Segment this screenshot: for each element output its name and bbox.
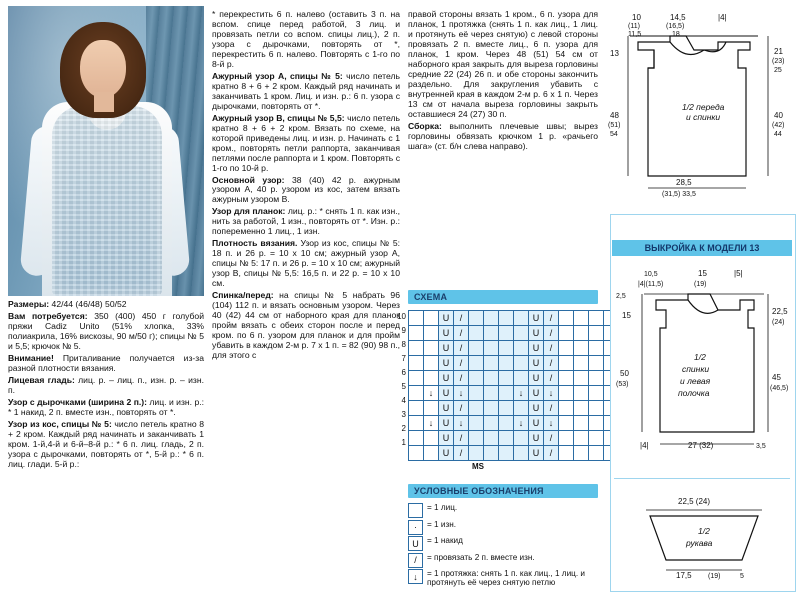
col2-t5: Узор из кос, спицы № 5: 18 п. и 26 р. = 10 х 10 см; ажурный узор А, спицы № 5: 17 п. и 26 р. = 10 х 10 см; ажурный узор В, спицы № 5,5: 16,5 п. и 22 р. = 10 х 10 см.: [212, 238, 400, 289]
stitch1-label: Лицевая гладь:: [8, 374, 75, 385]
chart-row: [409, 386, 619, 401]
chart-cell: [559, 326, 574, 341]
panel-dim-50: 50: [620, 369, 629, 378]
legend-text: = 1 протяжка: снять 1 п. как лиц., 1 лиц. и протянуть её через снятую петлю: [427, 569, 585, 588]
chart-cell: ↓: [454, 386, 469, 401]
chart-cell: U: [529, 371, 544, 386]
chart-cell: [424, 311, 439, 326]
chart-cell: [499, 356, 514, 371]
chart-cell: /: [454, 431, 469, 446]
chart-cell: [574, 311, 589, 326]
chart-cell: [589, 431, 604, 446]
chart-cell: [409, 311, 424, 326]
chart-cell: [574, 386, 589, 401]
chart-row: [409, 431, 619, 446]
chart-cell: [499, 416, 514, 431]
chart-cell: U: [529, 401, 544, 416]
col3-t1: выполнить плечевые швы; вырез горловины обвязать крючком 1 р. «рачьего шага» (ст. б/н слева направо).: [408, 120, 598, 151]
chart-cell: [499, 431, 514, 446]
chart-cell: U: [529, 386, 544, 401]
chart-cell: [514, 356, 529, 371]
chart-cell: ↓: [544, 416, 559, 431]
chart-cell: [469, 341, 484, 356]
chart-row: [409, 356, 619, 371]
chart-cell: [424, 431, 439, 446]
chart-row: [409, 371, 619, 386]
chart-row-label: 2: [401, 424, 406, 433]
chart-cell: [484, 371, 499, 386]
model-photo: [8, 6, 204, 296]
chart-cell: [424, 326, 439, 341]
sleeve-dim-top: 22,5 (24): [678, 497, 711, 506]
chart-cell: [574, 446, 589, 461]
legend-item: [408, 536, 598, 551]
photo-vest-texture: [52, 106, 162, 296]
panel-label-line1: 1/2: [694, 352, 706, 362]
legend-text: = 1 накид: [427, 536, 463, 545]
chart-cell: [514, 311, 529, 326]
col2-h4: Узор для планок:: [212, 206, 286, 217]
pattern-panel-header: ВЫКРОЙКА К МОДЕЛИ 13: [612, 240, 792, 256]
col3-h1: Сборка:: [408, 120, 442, 131]
chart-cell: /: [544, 356, 559, 371]
panel-dim-24: (24): [772, 319, 785, 326]
chart-row-label: 4: [401, 396, 406, 405]
chart-row: [409, 416, 619, 431]
col2-t3: 38 (40) 42 р. ажурным узором А, 40 р. узором из кос, затем вязать ажурным узором В.: [212, 174, 400, 205]
chart-cell: U: [439, 386, 454, 401]
panel-dim-top-left: |4|(11,5): [638, 281, 664, 288]
attention-label: Внимание!: [8, 352, 54, 363]
chart-cell: U: [439, 311, 454, 326]
dim-top-left-2: (11): [628, 23, 640, 30]
chart-cell: [574, 401, 589, 416]
chart-cell: [514, 341, 529, 356]
chart-cell: [469, 326, 484, 341]
chart-cell: [469, 416, 484, 431]
dim-top-left-1: 10: [632, 13, 641, 22]
chart-cell: [559, 311, 574, 326]
dim-top-right: |4|: [718, 13, 727, 22]
chart-cell: [574, 371, 589, 386]
dim-top-mid-2: (16,5): [666, 23, 685, 30]
chart-cell: [574, 356, 589, 371]
chart-row-label: 7: [401, 354, 406, 363]
chart-cell: /: [454, 371, 469, 386]
sleeve-dim-bottom-1: 17,5: [676, 571, 692, 580]
dim-left-54: 54: [610, 131, 618, 138]
chart-cell: /: [544, 371, 559, 386]
panel-dim-top-mid-2: (19): [694, 281, 707, 288]
chart-cell: [589, 341, 604, 356]
chart-cell: U: [439, 416, 454, 431]
chart-cell: /: [454, 356, 469, 371]
chart-cell: [484, 356, 499, 371]
chart-cell: [469, 386, 484, 401]
dim-right-40: 40: [774, 111, 783, 120]
panel-dim-bottom-right: 3,5: [756, 443, 766, 450]
chart-row: [409, 401, 619, 416]
chart-row: [409, 311, 619, 326]
legend-header: УСЛОВНЫЕ ОБОЗНАЧЕНИЯ: [408, 484, 598, 498]
chart-cell: [409, 446, 424, 461]
chart-cell: U: [529, 416, 544, 431]
chart-cell: [499, 326, 514, 341]
chart-cell: U: [529, 446, 544, 461]
left-text-column: [8, 300, 204, 472]
panel-dim-top-left-2: 10,5: [644, 271, 658, 278]
chart-cell: U: [439, 446, 454, 461]
chart-cell: [574, 341, 589, 356]
dim-left-51: (51): [608, 122, 621, 129]
chart-cell: ↓: [514, 386, 529, 401]
stitch3-label: Узор из кос, спицы № 5:: [8, 418, 112, 429]
chart-cell: [574, 326, 589, 341]
chart-cell: [424, 446, 439, 461]
chart-cell: [559, 341, 574, 356]
materials-label: Вам потребуется:: [8, 310, 88, 321]
chart-cell: [589, 326, 604, 341]
panel-dim-465: (46,5): [770, 385, 789, 392]
dim-right-23: (23): [772, 58, 785, 65]
col2-h5: Плотность вязания.: [212, 238, 298, 249]
dim-bottom-1: 28,5: [676, 178, 692, 187]
panel-dim-bottom-mid: 27 (32): [688, 441, 714, 450]
chart-repeat-label: MS: [472, 462, 484, 471]
chart-row-label: 6: [401, 368, 406, 377]
chart-cell: [469, 356, 484, 371]
chart-cell: /: [544, 326, 559, 341]
chart-cell: [589, 311, 604, 326]
chart-cell: [589, 401, 604, 416]
panel-divider: [614, 478, 790, 479]
panel-dim-25: 2,5: [616, 293, 626, 300]
chart-cell: [559, 416, 574, 431]
chart-cell: [499, 401, 514, 416]
stitch1-value: лиц. р. – лиц. п., изн. р. – изн. п.: [8, 374, 204, 395]
chart-cell: [409, 326, 424, 341]
middle-text-column: [212, 10, 400, 363]
chart-cell: [559, 371, 574, 386]
photo-neck: [94, 92, 114, 112]
legend-text: = 1 изн.: [427, 519, 457, 529]
chart-cell: U: [529, 311, 544, 326]
col2-t6: на спицы № 5 набрать 96 (104) 112 п. и вязать основным узором. Через 40 (42) 44 см от наборного края для планок пройм вязать с обеих сторон после и перед кром. по 6 п. узором для планок и для пройм убавить в каждом 2-м р. 7 х 1 п. = 82 (90) 98 п., для этого с: [212, 290, 400, 360]
chart-cell: /: [454, 341, 469, 356]
panel-dim-top-mid: 15: [698, 269, 707, 278]
chart-row-label: 10: [397, 312, 406, 321]
schematic-label-line2: и спинки: [686, 112, 721, 122]
panel-dim-top-right: |5|: [734, 269, 743, 278]
chart-cell: [424, 341, 439, 356]
panel-label-line3: и левая: [680, 376, 711, 386]
chart-cell: [514, 326, 529, 341]
legend-item: [408, 520, 598, 535]
dim-right-44: 44: [774, 131, 782, 138]
dim-right-42: (42): [772, 122, 785, 129]
knitting-chart: [397, 310, 619, 471]
col2-p1: * перекрестить 6 п. налево (оставить 3 п. на вспом. спице перед работой, 3 лиц. и провязать петли со вспом. спицы лиц.), 2 п. узора с дырочками, повторять от *, перекрестить 6 п. налево. Повторять с 1-го по 8-й р.: [212, 9, 400, 69]
chart-cell: [559, 431, 574, 446]
chart-cell: [484, 446, 499, 461]
legend-item: [408, 503, 598, 518]
chart-cell: [484, 431, 499, 446]
sizes-value: 42/44 (46/48) 50/52: [49, 299, 127, 309]
col2-t1: число петель кратно 8 + 6 + 2 кром. Каждый ряд начинать и заканчивать 1 кром. Лиц. и изн. р.: 6 п. узора с дырочками, повторять от *.: [212, 70, 400, 111]
chart-cell: [499, 371, 514, 386]
chart-row: [409, 326, 619, 341]
legend-symbol-p2tog: /: [408, 553, 423, 568]
chart-cell: [424, 356, 439, 371]
chart-cell: [469, 446, 484, 461]
legend-symbol-purl: ·: [408, 520, 423, 535]
materials-value: 350 (400) 450 г голубой пряжи Cadiz Unito (51% хлопка, 33% полиакрила, 16% вискозы, 90 м/50 г); спицы № 5 и 5,5; крючок № 5.: [8, 310, 204, 351]
attention-value: Приталивание получается из-за разной плотности вязания.: [8, 352, 204, 373]
legend-item: [408, 553, 598, 568]
chart-cell: [574, 416, 589, 431]
chart-cell: [499, 446, 514, 461]
chart-cell: [484, 311, 499, 326]
chart-cell: [469, 431, 484, 446]
legend-symbol-ssk: ↓: [408, 569, 423, 584]
chart-row-label: 8: [401, 340, 406, 349]
col2-h6: Спинка/перед:: [212, 290, 274, 301]
legend-symbol-knit: [408, 503, 423, 518]
chart-row-labels: [394, 310, 406, 450]
col2-t4: лиц. р.: * снять 1 п. как изн., нить за работой, 1 изн., повторять от *. Изн. р.: попеременно 1 лиц., 1 изн.: [212, 206, 400, 237]
panel-dim-45: 45: [772, 373, 781, 382]
chart-cell: [514, 431, 529, 446]
panel-dim-225: 22,5: [772, 307, 788, 316]
chart-cell: [589, 446, 604, 461]
chart-cell: [484, 401, 499, 416]
chart-cell: [484, 416, 499, 431]
chart-cell: U: [439, 371, 454, 386]
chart-cell: [499, 341, 514, 356]
panel-dim-15: 15: [622, 311, 631, 320]
chart-cell: [574, 431, 589, 446]
chart-cell: [499, 386, 514, 401]
sleeve-label-line2: рукава: [686, 538, 713, 548]
chart-cell: /: [544, 311, 559, 326]
chart-cell: [559, 356, 574, 371]
dim-left-48: 48: [610, 111, 619, 120]
chart-cell: [424, 401, 439, 416]
stitch2-label: Узор с дырочками (ширина 2 п.):: [8, 396, 147, 407]
legend-symbol-yarnover: U: [408, 536, 423, 551]
scheme-header: СХЕМА: [408, 290, 598, 304]
sleeve-dim-bottom-2: (19): [708, 573, 721, 580]
chart-cell: [589, 356, 604, 371]
legend-list: [408, 503, 598, 589]
right-text-column: [408, 10, 598, 154]
chart-cell: [409, 341, 424, 356]
chart-cell: [589, 386, 604, 401]
chart-row-label: 3: [401, 410, 406, 419]
chart-cell: /: [544, 401, 559, 416]
chart-cell: U: [439, 326, 454, 341]
panel-label-line4: полочка: [678, 388, 710, 398]
chart-cell: /: [544, 341, 559, 356]
chart-cell: [409, 431, 424, 446]
chart-cell: /: [544, 446, 559, 461]
legend-item: [408, 569, 598, 587]
chart-cell: [589, 371, 604, 386]
chart-cell: ↓: [514, 416, 529, 431]
chart-row: [409, 446, 619, 461]
stitch2-value: лиц. и изн. р.: * 1 накид, 2 п. вместе изн., повторять от *.: [8, 396, 205, 417]
schematic-sleeve: [616, 486, 792, 586]
chart-cell: [409, 416, 424, 431]
chart-cell: /: [454, 311, 469, 326]
chart-cell: [424, 371, 439, 386]
sleeve-label-line1: 1/2: [698, 526, 710, 536]
chart-cell: [514, 401, 529, 416]
chart-cell: [469, 371, 484, 386]
chart-cell: [409, 356, 424, 371]
col2-h3: Основной узор:: [212, 174, 285, 185]
chart-cell: U: [529, 356, 544, 371]
chart-cell: U: [439, 401, 454, 416]
chart-cell: U: [529, 341, 544, 356]
chart-cell: /: [454, 446, 469, 461]
dim-left-13: 13: [610, 49, 619, 58]
legend-text: = 1 лиц.: [427, 503, 458, 512]
chart-cell: [559, 446, 574, 461]
chart-cell: [514, 446, 529, 461]
chart-cell: [589, 416, 604, 431]
chart-row-label: 9: [401, 326, 406, 335]
chart-cell: [559, 386, 574, 401]
chart-cell: [484, 341, 499, 356]
schematic-front-back: [608, 6, 798, 206]
chart-cell: U: [439, 356, 454, 371]
chart-cell: /: [544, 431, 559, 446]
legend-text: = провязать 2 п. вместе изн.: [427, 552, 535, 562]
dim-top-mid-3: 18: [672, 31, 680, 38]
dim-right-25: 25: [774, 67, 782, 74]
chart-cell: [484, 386, 499, 401]
chart-cell: [484, 326, 499, 341]
chart-cell: [409, 386, 424, 401]
chart-row-label: 5: [401, 382, 406, 391]
panel-dim-53: (53): [616, 381, 629, 388]
chart-row-label: 1: [401, 438, 406, 447]
dim-top-left-3: 11,5: [628, 31, 642, 38]
chart-cell: /: [454, 401, 469, 416]
dim-bottom-2: (31,5) 33,5: [662, 191, 696, 198]
chart-cell: /: [454, 326, 469, 341]
chart-cell: [409, 371, 424, 386]
chart-row: [409, 341, 619, 356]
chart-cell: U: [529, 326, 544, 341]
chart-cell: ↓: [454, 416, 469, 431]
chart-cell: U: [439, 341, 454, 356]
photo-face: [80, 40, 126, 98]
sleeve-dim-bottom-3: 5: [740, 573, 744, 580]
col3-p1: правой стороны вязать 1 кром., 6 п. узора для планок, 1 протяжка (снять 1 п. как лиц., 1 лиц. и протянуть её через снятую) с левой стороны провязать 2 п. вместе лиц., 6 п. узора для планок, 1 кром. Через 48 (51) 54 см от наборного края закрыть для выреза горловины средние 22 (24) 26 п. и обе стороны закончить раздельно. Для закругления убавить с внутренней края в каждом 2-м р. 6 х 1 п. Через 13 см от начала выреза горловины закрыть оставшиеся 24 (27) 30 п.: [408, 9, 598, 119]
chart-cell: ↓: [424, 386, 439, 401]
chart-cell: [409, 401, 424, 416]
panel-dim-bottom-left: |4|: [640, 441, 649, 450]
chart-cell: [499, 311, 514, 326]
chart-grid: [408, 310, 619, 461]
dim-top-mid-1: 14,5: [670, 13, 686, 22]
col2-h2: Ажурный узор В, спицы № 5,5:: [212, 112, 345, 123]
chart-cell: ↓: [424, 416, 439, 431]
panel-label-line2: спинки: [682, 364, 710, 374]
chart-cell: [469, 311, 484, 326]
sizes-label: Размеры:: [8, 299, 50, 309]
chart-cell: [559, 401, 574, 416]
chart-cell: ↓: [544, 386, 559, 401]
chart-cell: U: [529, 431, 544, 446]
schematic-label-line1: 1/2 переда: [682, 102, 725, 112]
chart-cell: U: [439, 431, 454, 446]
col2-h1: Ажурный узор А, спицы № 5:: [212, 70, 343, 81]
col2-t2: число петель кратно 8 + 6 + 2 кром. Вязать по схеме, на которой приведены лиц. и изн. р. Начинать с 1 кром., повторять петли раппорта, заканчивая петлями после раппорта и 1 кром. Повторять с 1-го по 10-й р.: [212, 112, 401, 173]
dim-right-21: 21: [774, 47, 783, 56]
chart-cell: [469, 401, 484, 416]
schematic-front-left: [614, 262, 792, 472]
stitch3-value: число петель кратно 8 + 2 кром. Каждый ряд начинать и заканчивать 1 кром. 1-й,4-й и 6-й–8-й р.: * 6 п. лиц. гладь, 2 п. узора с дырочками, повторять от *, 5-й р.: * 6 п. лиц. глади. 5-й р.:: [8, 418, 205, 469]
chart-cell: [514, 371, 529, 386]
